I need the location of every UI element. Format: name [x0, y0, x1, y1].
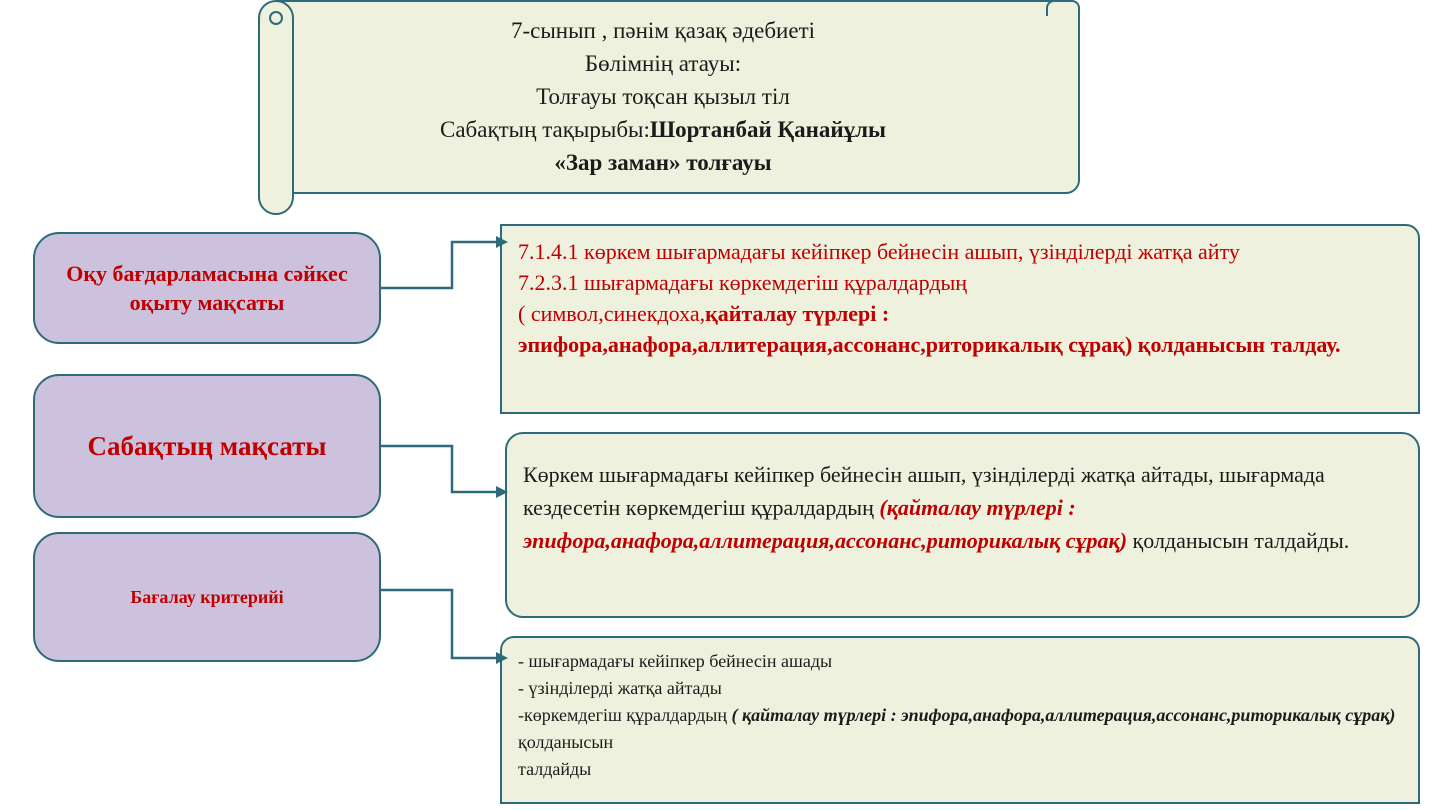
- header-line-5: «Зар заман» толғауы: [554, 150, 772, 175]
- goal-devices-bold: қайталау түрлері : эпифора,анафора,аллитерация,ассонанс,риторикалық сұрақ) қолданысын талдау.: [518, 301, 1341, 357]
- box-assessment-criteria: [500, 636, 1420, 804]
- criteria-item-3-bold: ( қайталау түрлері : эпифора,анафора,аллитерация,ассонанс,риторикалық сұрақ): [731, 705, 1396, 725]
- header-topic-author: Шортанбай Қанайұлы: [649, 117, 886, 142]
- criteria-item-3-plain: -көркемдегіш құралдардың: [518, 705, 727, 725]
- arrow-goal: [381, 242, 496, 288]
- label-learning-goal-text: Оқу бағдарламасына сәйкес оқыту мақсаты: [66, 261, 348, 315]
- header-line-1: 7-сынып , пәнім қазақ әдебиеті: [510, 18, 816, 43]
- lesson-goal-part-1: Көркем шығармадағы кейіпкер бейнесін ашып, үзінділерді жатқа айтады, шығармада кездесетін көркемдегіш құралдардың: [523, 462, 1325, 520]
- header-line-4: [298, 113, 1028, 146]
- scroll-roll-left: [258, 0, 294, 215]
- criteria-item-3: [518, 702, 1402, 756]
- label-assessment-criteria-text: Бағалау критерийі: [130, 586, 284, 607]
- header-line-3: Толғауы тоқсан қызыл тіл: [536, 84, 790, 109]
- box-learning-goal: [500, 224, 1420, 414]
- header-topic-prefix: Сабақтың тақырыбы:: [440, 117, 650, 142]
- goal-devices-line: [518, 298, 1402, 360]
- box-lesson-goal: [505, 432, 1420, 618]
- criteria-item-4: талдайды: [518, 759, 592, 779]
- criteria-item-1: - шығармадағы кейіпкер бейнесін ашады: [518, 651, 833, 671]
- arrow-lesson: [381, 446, 496, 492]
- scroll-right-tab: [1046, 0, 1080, 16]
- criteria-item-2: - үзінділерді жатқа айтады: [518, 678, 722, 698]
- lesson-goal-part-3: қолданысын талдайды.: [1132, 528, 1350, 553]
- label-lesson-goal: [33, 374, 381, 518]
- goal-code-1: 7.1.4.1 көркем шығармадағы кейіпкер бейнесін ашып, үзінділерді жатқа айту: [518, 239, 1240, 264]
- arrow-criteria: [381, 590, 496, 658]
- header-line-2: Бөлімнің атауы:: [584, 51, 742, 76]
- label-lesson-goal-text: Сабақтың мақсаты: [87, 430, 327, 461]
- header-text: [298, 14, 1028, 179]
- criteria-item-3-tail: қолданысын: [518, 732, 614, 752]
- goal-code-2: 7.2.3.1 шығармадағы көркемдегіш құралдардың: [518, 270, 968, 295]
- header-scroll-banner: [258, 0, 1080, 215]
- label-assessment-criteria: [33, 532, 381, 662]
- label-learning-goal: [33, 232, 381, 344]
- goal-devices-plain: ( символ,синекдоха,: [518, 301, 706, 326]
- lesson-goal-part-2: (қайталау түрлері : эпифора,анафора,аллитерация,ассонанс,риторикалық сұрақ): [523, 495, 1128, 553]
